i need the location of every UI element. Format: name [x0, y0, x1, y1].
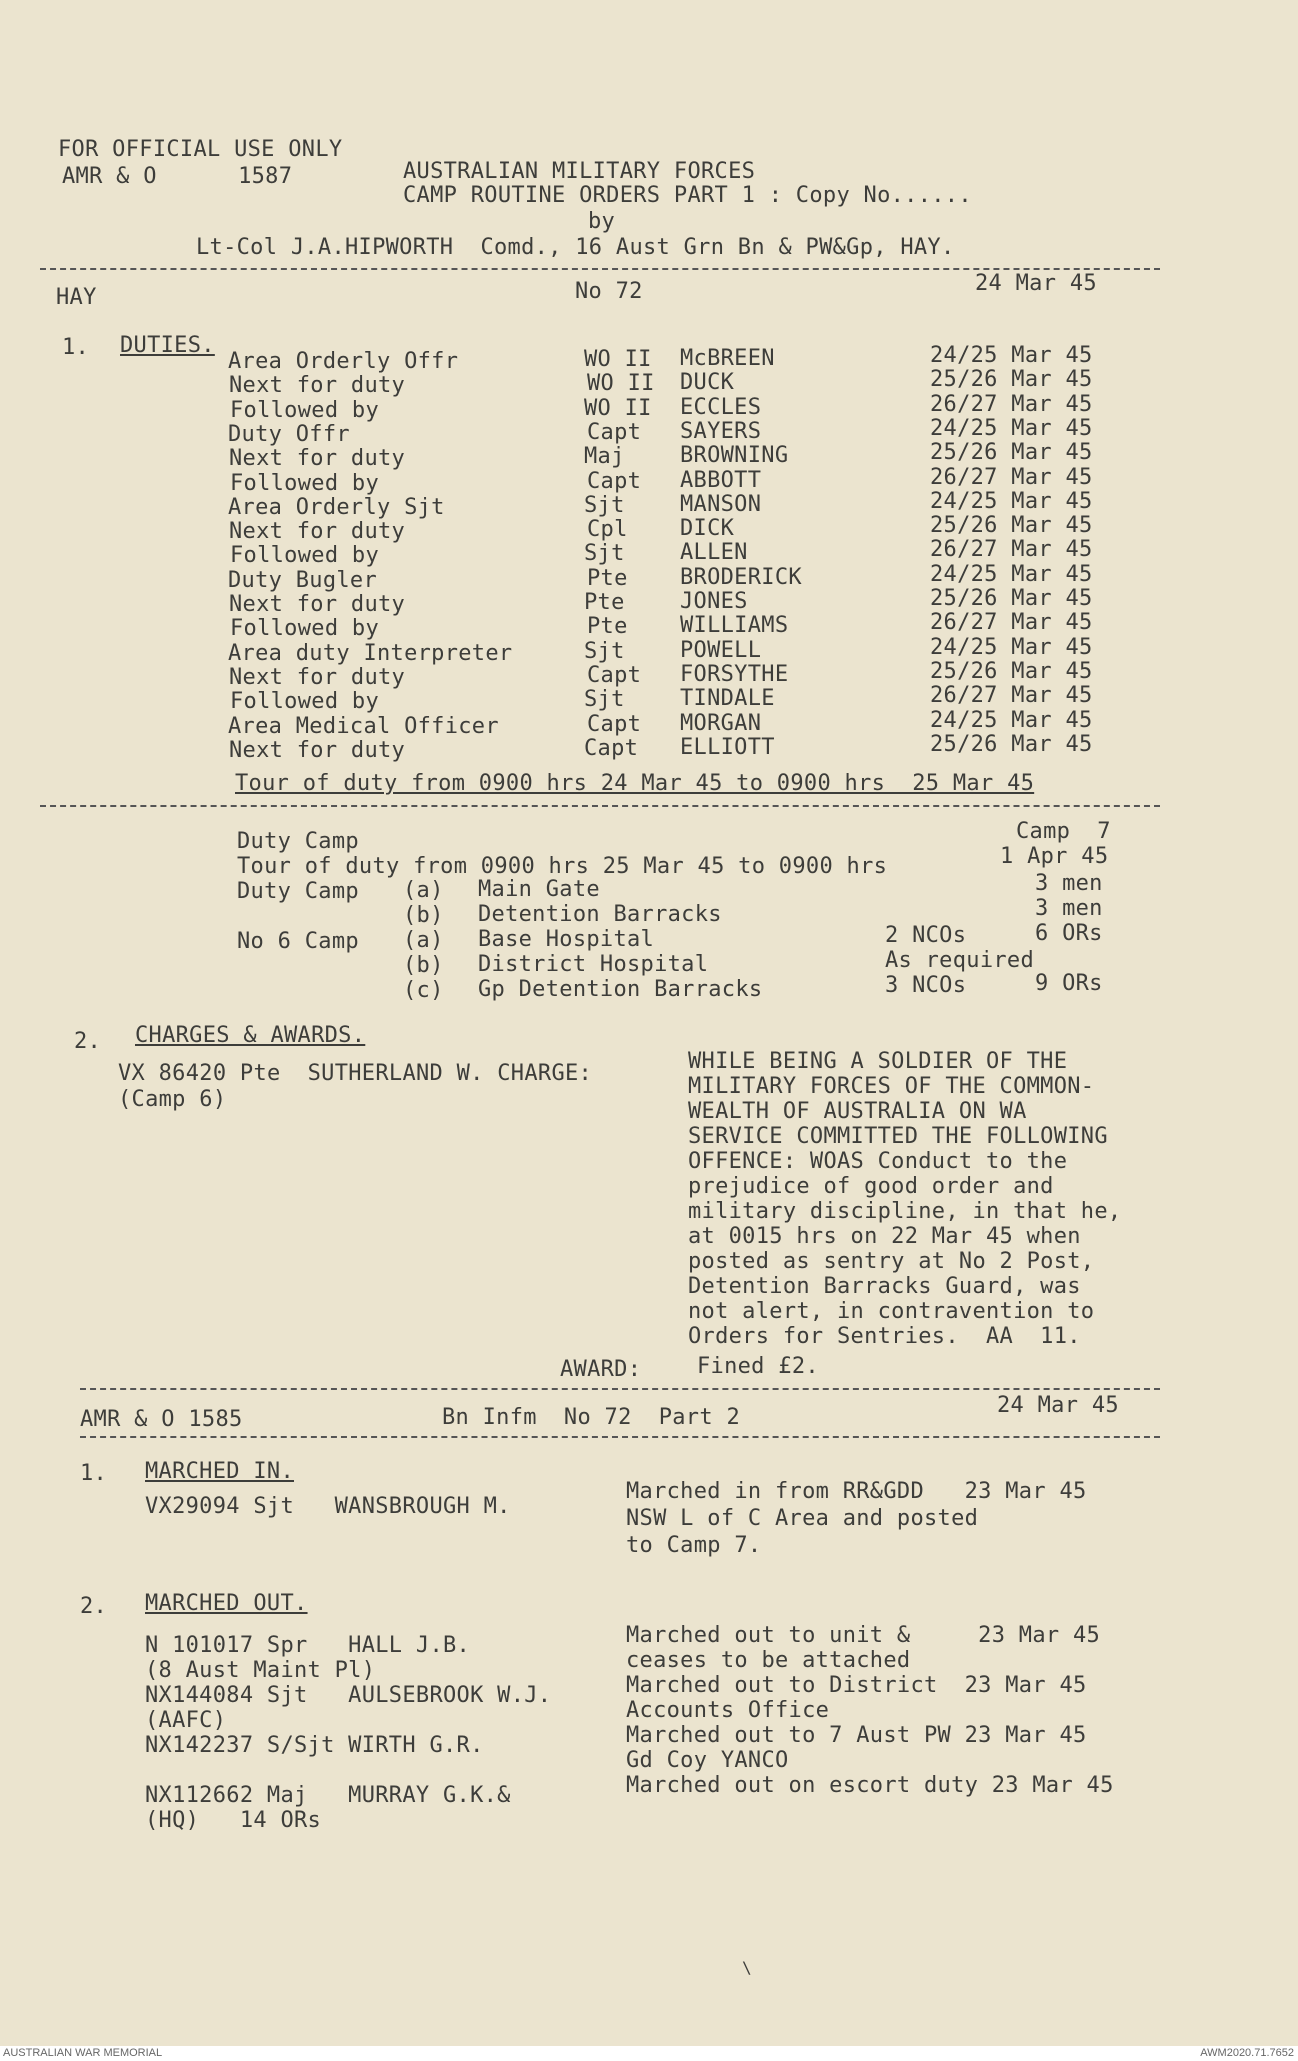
- award-value: Fined £2.: [697, 1354, 819, 1379]
- duty-date: 24/25 Mar 45: [930, 561, 1093, 587]
- charge-line: OFFENCE: WOAS Conduct to the: [688, 1149, 1068, 1174]
- duty-date: 26/27 Mar 45: [930, 464, 1093, 490]
- marched-out-soldier-line: (8 Aust Maint Pl): [145, 1658, 376, 1683]
- footer-left: AUSTRALIAN WAR MEMORIAL: [3, 2047, 163, 2059]
- duty-name: POWELL: [680, 637, 762, 663]
- official-use-line: FOR OFFICIAL USE ONLY: [58, 137, 343, 162]
- duty-role: Duty Offr: [228, 421, 350, 447]
- duty-date: 24/25 Mar 45: [930, 415, 1093, 441]
- charged-soldier: VX 86420 Pte SUTHERLAND W. CHARGE:: [118, 1061, 593, 1086]
- duty-camp-label: Duty Camp: [237, 829, 359, 854]
- duty-date: 26/27 Mar 45: [930, 610, 1093, 636]
- duty-rank: Maj: [584, 444, 625, 470]
- duty-rank: WO II: [584, 347, 652, 372]
- duty-name: BROWNING: [680, 443, 789, 469]
- duty-role: Area Orderly Offr: [228, 349, 459, 374]
- award-label: AWARD:: [560, 1357, 642, 1382]
- charge-line: posted as sentry at No 2 Post,: [688, 1249, 1095, 1274]
- guard-men: 3 men: [1035, 896, 1103, 921]
- charge-line: not alert, in contravention to: [688, 1299, 1095, 1324]
- charge-line: MILITARY FORCES OF THE COMMON-: [688, 1074, 1095, 1099]
- charge-line: Detention Barracks Guard, was: [688, 1274, 1081, 1299]
- marched-in-soldier: VX29094 Sjt WANSBROUGH M.: [145, 1494, 511, 1519]
- guard-sub: (b): [403, 953, 444, 978]
- guard-ncos: 3 NCOs: [885, 973, 967, 998]
- duty-name: MORGAN: [680, 710, 762, 736]
- amr-number: AMR & O 1587: [62, 164, 293, 189]
- marched-out-number: 2.: [80, 1594, 108, 1619]
- marched-in-number: 1.: [80, 1461, 108, 1486]
- guard-sub: (a): [403, 928, 444, 953]
- duty-role: Next for duty: [229, 446, 406, 472]
- duty-name: FORSYTHE: [680, 661, 789, 687]
- marched-out-soldier-line: NX142237 S/Sjt WIRTH G.R.: [145, 1733, 484, 1758]
- part2-title: Bn Infm No 72 Part 2: [442, 1405, 740, 1430]
- duty-rank: Sjt: [584, 541, 625, 567]
- duty-rank: Sjt: [584, 638, 625, 664]
- order-number: No 72: [575, 279, 643, 304]
- duty-date: 24/25 Mar 45: [930, 707, 1093, 733]
- duty-date: 26/27 Mar 45: [930, 537, 1093, 563]
- duty-date: 24/25 Mar 45: [930, 488, 1093, 514]
- marched-out-detail-line: Marched out to 7 Aust PW 23 Mar 45: [626, 1723, 1087, 1748]
- duty-role: Followed by: [230, 543, 379, 569]
- marched-out-detail-line: ceases to be attached: [626, 1648, 911, 1673]
- guard-men: 6 ORs: [1035, 921, 1103, 946]
- duty-rank: Cpl: [587, 517, 628, 543]
- guard-post: Gp Detention Barracks: [478, 977, 763, 1002]
- duty-role: Followed by: [230, 616, 379, 642]
- guard-post: Detention Barracks: [478, 902, 722, 927]
- part2-divider-bottom: [80, 1436, 1160, 1438]
- place: HAY: [56, 285, 97, 310]
- duty-role: Area Medical Officer: [228, 713, 499, 739]
- duty-role: Area Orderly Sjt: [228, 494, 445, 520]
- guard-sub: (c): [403, 978, 444, 1003]
- duty-name: MANSON: [680, 491, 762, 517]
- charge-line: at 0015 hrs on 22 Mar 45 when: [688, 1224, 1081, 1249]
- duty-name: BRODERICK: [680, 564, 802, 590]
- duty-name: SAYERS: [680, 418, 762, 444]
- duty-rank: Pte: [584, 590, 625, 615]
- duties-number: 1.: [62, 335, 90, 360]
- part2-date: 24 Mar 45: [997, 1393, 1119, 1418]
- duty-role: Area duty Interpreter: [228, 640, 513, 666]
- charges-number: 2.: [74, 1029, 102, 1054]
- duty-role: Next for duty: [229, 592, 406, 617]
- marched-out-detail-line: Marched out to District 23 Mar 45: [626, 1673, 1087, 1698]
- duty-role: Next for duty: [229, 373, 406, 399]
- duties-heading: DUTIES.: [120, 333, 215, 358]
- duty-rank: Sjt: [584, 492, 625, 518]
- duty-date: 26/27 Mar 45: [930, 391, 1093, 417]
- marched-out-soldier-line: (HQ) 14 ORs: [145, 1808, 322, 1833]
- duty-rank: WO II: [584, 395, 652, 421]
- duty-date: 24/25 Mar 45: [930, 634, 1093, 660]
- duty-date: 25/26 Mar 45: [930, 658, 1093, 684]
- margin-mark: \: [742, 1958, 752, 1977]
- duty-name: ALLEN: [680, 540, 748, 566]
- charge-line: SERVICE COMMITTED THE FOLLOWING: [688, 1124, 1108, 1149]
- duty-date: 24/25 Mar 45: [930, 343, 1093, 368]
- tour-line-2-date: 1 Apr 45: [1000, 844, 1109, 869]
- marched-out-detail-line: Marched out to unit & 23 Mar 45: [626, 1623, 1101, 1648]
- title-line-2: CAMP ROUTINE ORDERS PART 1 : Copy No......: [403, 183, 972, 208]
- duty-name: ECCLES: [680, 394, 762, 420]
- duty-role: Next for duty: [229, 664, 406, 690]
- duty-rank: Pte: [587, 565, 628, 591]
- charged-soldier-camp: (Camp 6): [118, 1087, 227, 1112]
- duty-role: Followed by: [230, 689, 379, 715]
- marched-out-soldier-line: N 101017 Spr HALL J.B.: [145, 1633, 471, 1658]
- duty-rank: Capt: [587, 419, 642, 445]
- duty-rank: WO II: [587, 371, 655, 397]
- charge-line: prejudice of good order and: [688, 1174, 1054, 1199]
- guard-post: Main Gate: [478, 877, 600, 902]
- duty-name: McBREEN: [680, 346, 775, 371]
- duty-role: Next for duty: [229, 519, 406, 545]
- duty-camp-number: Camp 7: [1016, 819, 1111, 844]
- duty-name: TINDALE: [680, 686, 775, 712]
- duty-date: 25/26 Mar 45: [930, 440, 1093, 466]
- header-divider: [40, 268, 1160, 270]
- duty-name: ELLIOTT: [680, 734, 775, 760]
- guard-sub: (a): [403, 878, 444, 903]
- marched-in-line: Marched in from RR&GDD 23 Mar 45: [626, 1479, 1087, 1504]
- duty-date: 25/26 Mar 45: [930, 367, 1093, 393]
- marched-out-heading: MARCHED OUT.: [145, 1591, 308, 1616]
- charge-line: WEALTH OF AUSTRALIA ON WA: [688, 1099, 1027, 1124]
- title-line-1: AUSTRALIAN MILITARY FORCES: [403, 159, 756, 184]
- by-line: by: [588, 209, 616, 234]
- marched-out-soldier-line: NX144084 Sjt AULSEBROOK W.J.: [145, 1683, 552, 1708]
- commander-line: Lt-Col J.A.HIPWORTH Comd., 16 Aust Grn Bn & PW&Gp, HAY.: [196, 235, 955, 260]
- duty-rank: Capt: [584, 735, 639, 761]
- guard-ncos: 2 NCOs: [885, 923, 967, 948]
- guard-post: Base Hospital: [478, 927, 655, 952]
- duty-date: 25/26 Mar 45: [930, 513, 1093, 539]
- duty-role: Next for duty: [229, 737, 406, 763]
- duty-name: WILLIAMS: [680, 613, 789, 639]
- tour-line-2: Tour of duty from 0900 hrs 25 Mar 45 to 0900 hrs: [237, 854, 888, 879]
- guard-men: 3 men: [1035, 871, 1103, 896]
- duty-name: JONES: [680, 589, 748, 614]
- guard-sub: (b): [403, 903, 444, 928]
- marched-out-detail-line: Accounts Office: [626, 1698, 830, 1723]
- marched-out-soldier-line: (AAFC): [145, 1708, 227, 1733]
- marched-in-line: to Camp 7.: [626, 1533, 762, 1558]
- guard-ncos: As required: [885, 948, 1034, 973]
- duty-date: 25/26 Mar 45: [930, 731, 1093, 757]
- charge-line: WHILE BEING A SOLDIER OF THE: [688, 1049, 1068, 1074]
- duty-role: Duty Bugler: [228, 567, 377, 593]
- duty-rank: Capt: [587, 468, 642, 494]
- duties-divider: [40, 805, 1160, 807]
- charges-heading: CHARGES & AWARDS.: [135, 1023, 366, 1048]
- guard-location: No 6 Camp: [237, 929, 359, 954]
- guard-post: District Hospital: [478, 952, 709, 977]
- guard-location: Duty Camp: [237, 879, 359, 904]
- part2-divider-top: [80, 1388, 1160, 1390]
- duty-date: 26/27 Mar 45: [930, 683, 1093, 709]
- marched-in-heading: MARCHED IN.: [145, 1459, 294, 1484]
- duty-role: Followed by: [230, 470, 379, 496]
- duty-name: ABBOTT: [680, 467, 762, 493]
- order-date: 24 Mar 45: [975, 271, 1097, 296]
- charge-line: Orders for Sentries. AA 11.: [688, 1324, 1081, 1349]
- part2-amr: AMR & O 1585: [80, 1407, 243, 1432]
- duty-rank: Capt: [587, 711, 642, 737]
- footer-right: AWM2020.71.7652: [1200, 2047, 1294, 2059]
- charge-line: military discipline, in that he,: [688, 1199, 1122, 1224]
- duty-name: DICK: [680, 516, 735, 542]
- duty-role: Followed by: [230, 397, 379, 423]
- marched-in-line: NSW L of C Area and posted: [626, 1506, 979, 1531]
- guard-men: 9 ORs: [1035, 971, 1103, 996]
- duty-name: DUCK: [680, 370, 735, 396]
- duty-date: 25/26 Mar 45: [930, 586, 1093, 611]
- marched-out-detail-line: Gd Coy YANCO: [626, 1748, 789, 1773]
- duty-rank: Pte: [587, 614, 628, 640]
- duty-rank: Sjt: [584, 687, 625, 713]
- tour-of-duty-line: Tour of duty from 0900 hrs 24 Mar 45 to 0900 hrs 25 Mar 45: [235, 771, 1035, 796]
- marched-out-soldier-line: NX112662 Maj MURRAY G.K.&: [145, 1783, 511, 1808]
- duty-rank: Capt: [587, 662, 642, 688]
- marched-out-detail-line: Marched out on escort duty 23 Mar 45: [626, 1773, 1114, 1798]
